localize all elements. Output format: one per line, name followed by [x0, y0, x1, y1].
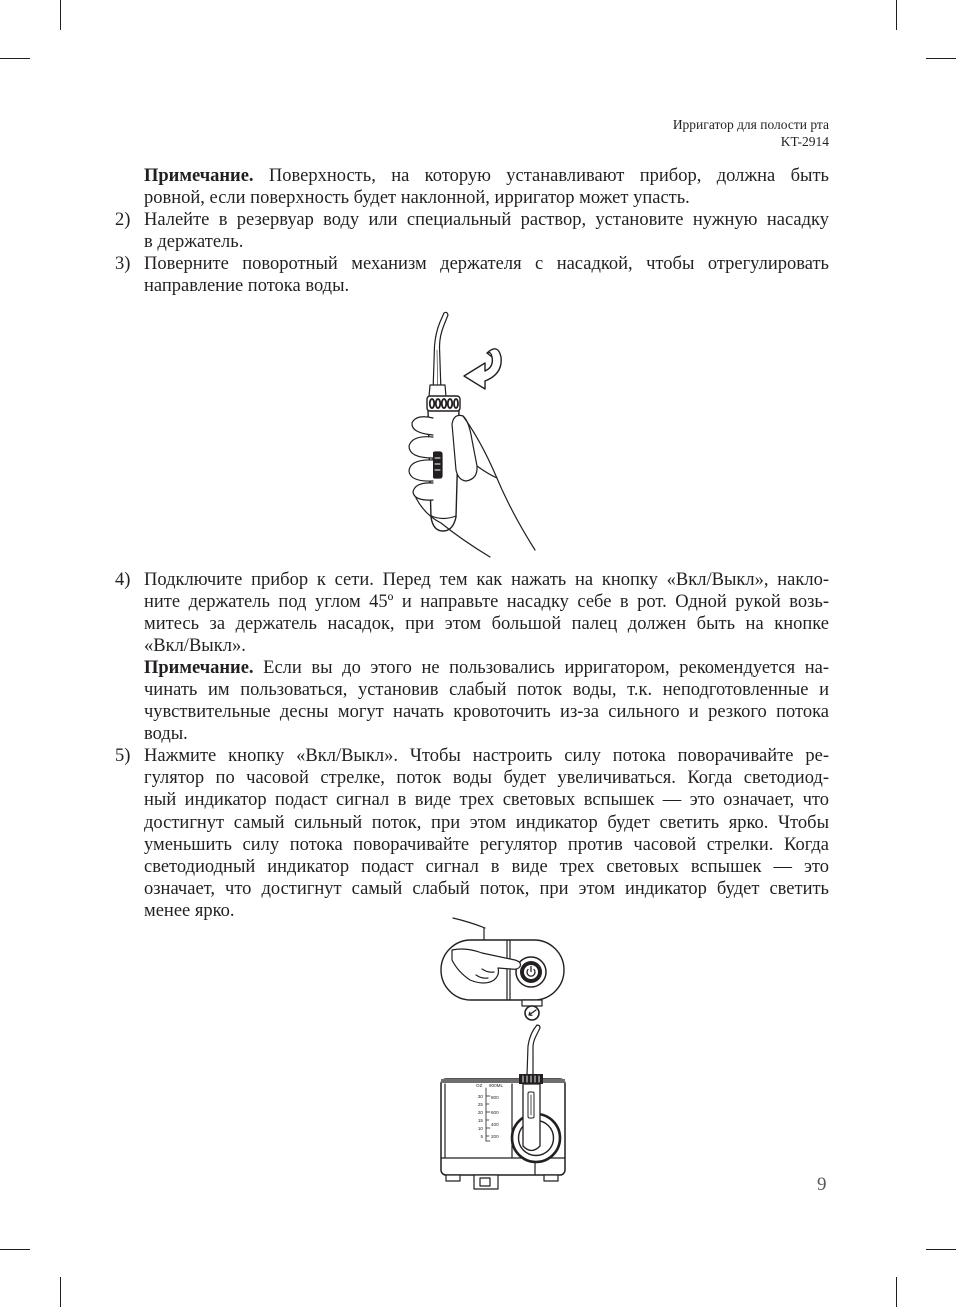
note-text: Поверхность, на которую устанавливают прибор, должна быть	[268, 166, 829, 186]
figure-base-unit	[436, 912, 570, 1194]
thumb	[452, 415, 477, 481]
scale-oz-mark: 15	[477, 1118, 483, 1123]
step-5	[115, 745, 829, 921]
step-text: Налейте в резервуар воду или специальный раствор, установите нужную насадку	[144, 210, 829, 231]
scale-oz-mark: 10	[477, 1126, 483, 1131]
crop-mark	[926, 1249, 956, 1250]
text-line	[144, 275, 829, 297]
finger	[412, 417, 433, 435]
nozzle	[433, 312, 448, 392]
note-text: Если вы до этого не пользовались ирригатором, рекомендуется на-	[263, 658, 830, 679]
crop-mark	[896, 0, 897, 30]
header-model: KT-2914	[780, 134, 829, 149]
step-text: Нажмите кнопку «Вкл/Выкл». Чтобы настроить силу потока поворачивайте ре-	[144, 746, 829, 767]
crop-mark	[60, 0, 61, 30]
text-line	[144, 723, 829, 745]
note-label: Примечание.	[144, 658, 254, 679]
text-line	[144, 856, 829, 878]
text-line	[144, 812, 829, 834]
step-text: менее ярко.	[144, 900, 235, 921]
scale-ml-mark: 200	[491, 1134, 499, 1139]
finger	[409, 460, 433, 481]
scale-ml-mark: 400	[491, 1122, 499, 1127]
step-number: 5)	[115, 746, 131, 767]
text-line	[144, 209, 829, 231]
text-line	[144, 679, 829, 701]
crop-mark	[896, 1277, 897, 1307]
scale-oz-mark: 25	[477, 1102, 483, 1107]
step-number: 4)	[115, 570, 131, 590]
scale-oz-mark: 20	[477, 1110, 483, 1115]
step-text: «Вкл/Выкл».	[144, 636, 246, 657]
note-text: чинать им пользоваться, установив слабый поток воды, т.к. неподготовленные и	[144, 680, 829, 701]
scale-ml-mark: 600	[491, 1110, 499, 1115]
text-line	[144, 613, 829, 635]
forearm-line	[453, 918, 485, 928]
text-line	[144, 745, 829, 767]
text-line	[144, 878, 829, 900]
note-text: воды.	[144, 724, 188, 745]
scale-oz-mark: 5	[480, 1134, 483, 1139]
finger	[409, 437, 433, 458]
crop-mark	[926, 58, 956, 59]
step-number: 2)	[115, 210, 131, 231]
foot	[474, 1175, 498, 1189]
text-line	[144, 701, 829, 723]
step-2	[115, 209, 829, 253]
step-text: уменьшить силу потока поворачивайте регулятор против часовой стрелки. Когда	[144, 834, 829, 855]
step-text: ните держатель под углом 45º и направьте насадку себе в рот. Одной рукой возь-	[144, 592, 829, 613]
crop-mark	[0, 58, 30, 59]
text-line	[144, 789, 829, 811]
text-line	[144, 635, 829, 657]
nozzle	[527, 1025, 540, 1075]
step-text: митесь за держатель насадок, при этом большой палец должен быть на кнопке	[144, 614, 829, 635]
step-4	[115, 569, 830, 745]
scale-capacity-label: 900ML	[489, 1083, 504, 1088]
note-label: Примечание.	[144, 166, 254, 186]
text-line	[144, 231, 829, 253]
instructions-block-1	[115, 165, 829, 297]
page-number: 9	[817, 1174, 827, 1195]
running-header	[673, 116, 829, 150]
on-off-button	[433, 452, 442, 478]
hand-back-contour	[463, 416, 535, 550]
step-text: ный индикатор подаст сигнал в виде трех световых вспышек — это означает, что	[144, 790, 829, 811]
step-text: светодиодный индикатор подаст сигнал в виде трех световых вспышек — это	[144, 856, 829, 877]
step-text: Поверните поворотный механизм держателя с насадкой, чтобы отрегулировать	[144, 254, 829, 275]
step-text: направление потока воды.	[144, 276, 350, 297]
instructions-block-2	[115, 569, 830, 922]
text-line	[144, 253, 829, 275]
text-line	[144, 187, 829, 209]
step-text: в держатель.	[144, 232, 244, 253]
text-line	[144, 834, 829, 856]
foot	[544, 1175, 558, 1181]
connector	[522, 1000, 542, 1006]
foot	[446, 1175, 460, 1181]
text-line	[144, 767, 829, 789]
text-line	[144, 591, 829, 613]
step-text: Подключите прибор к сети. Перед тем как нажать на кнопку «Вкл/Выкл», накло-	[144, 570, 829, 590]
note-text: ровной, если поверхность будет наклонной, ирригатор может упасть.	[144, 188, 690, 209]
step-text: гулятор по часовой стрелке, поток воды будет увеличиваться. Когда светодиод-	[144, 768, 829, 789]
scale-unit-label: OZ	[476, 1083, 483, 1088]
text-line	[144, 165, 829, 187]
note-surface	[144, 165, 829, 209]
step-number: 3)	[115, 254, 131, 275]
scale-oz-mark: 30	[477, 1094, 483, 1099]
note-text: чувствительные десны могут начать кровоточить из-за сильного и резкого потока	[144, 702, 829, 723]
text-line	[144, 657, 829, 679]
step-text: достигнут самый сильный поток, при этом индикатор будет светить ярко. Чтобы	[144, 812, 829, 833]
crop-mark	[0, 1249, 30, 1250]
rotation-arrow-icon	[464, 349, 501, 389]
crop-mark	[60, 1277, 61, 1307]
nozzle-base	[429, 385, 446, 397]
figure-handle-in-hand	[395, 305, 545, 565]
header-title: Ирригатор для полости рта	[672, 117, 829, 132]
handle-in-holder	[523, 1084, 540, 1151]
text-line	[144, 569, 829, 591]
step-text: означает, что достигнут самый слабый поток, при этом индикатор будет светить	[144, 878, 829, 899]
scale-ml-mark: 800	[491, 1095, 499, 1100]
step-3	[115, 253, 829, 297]
